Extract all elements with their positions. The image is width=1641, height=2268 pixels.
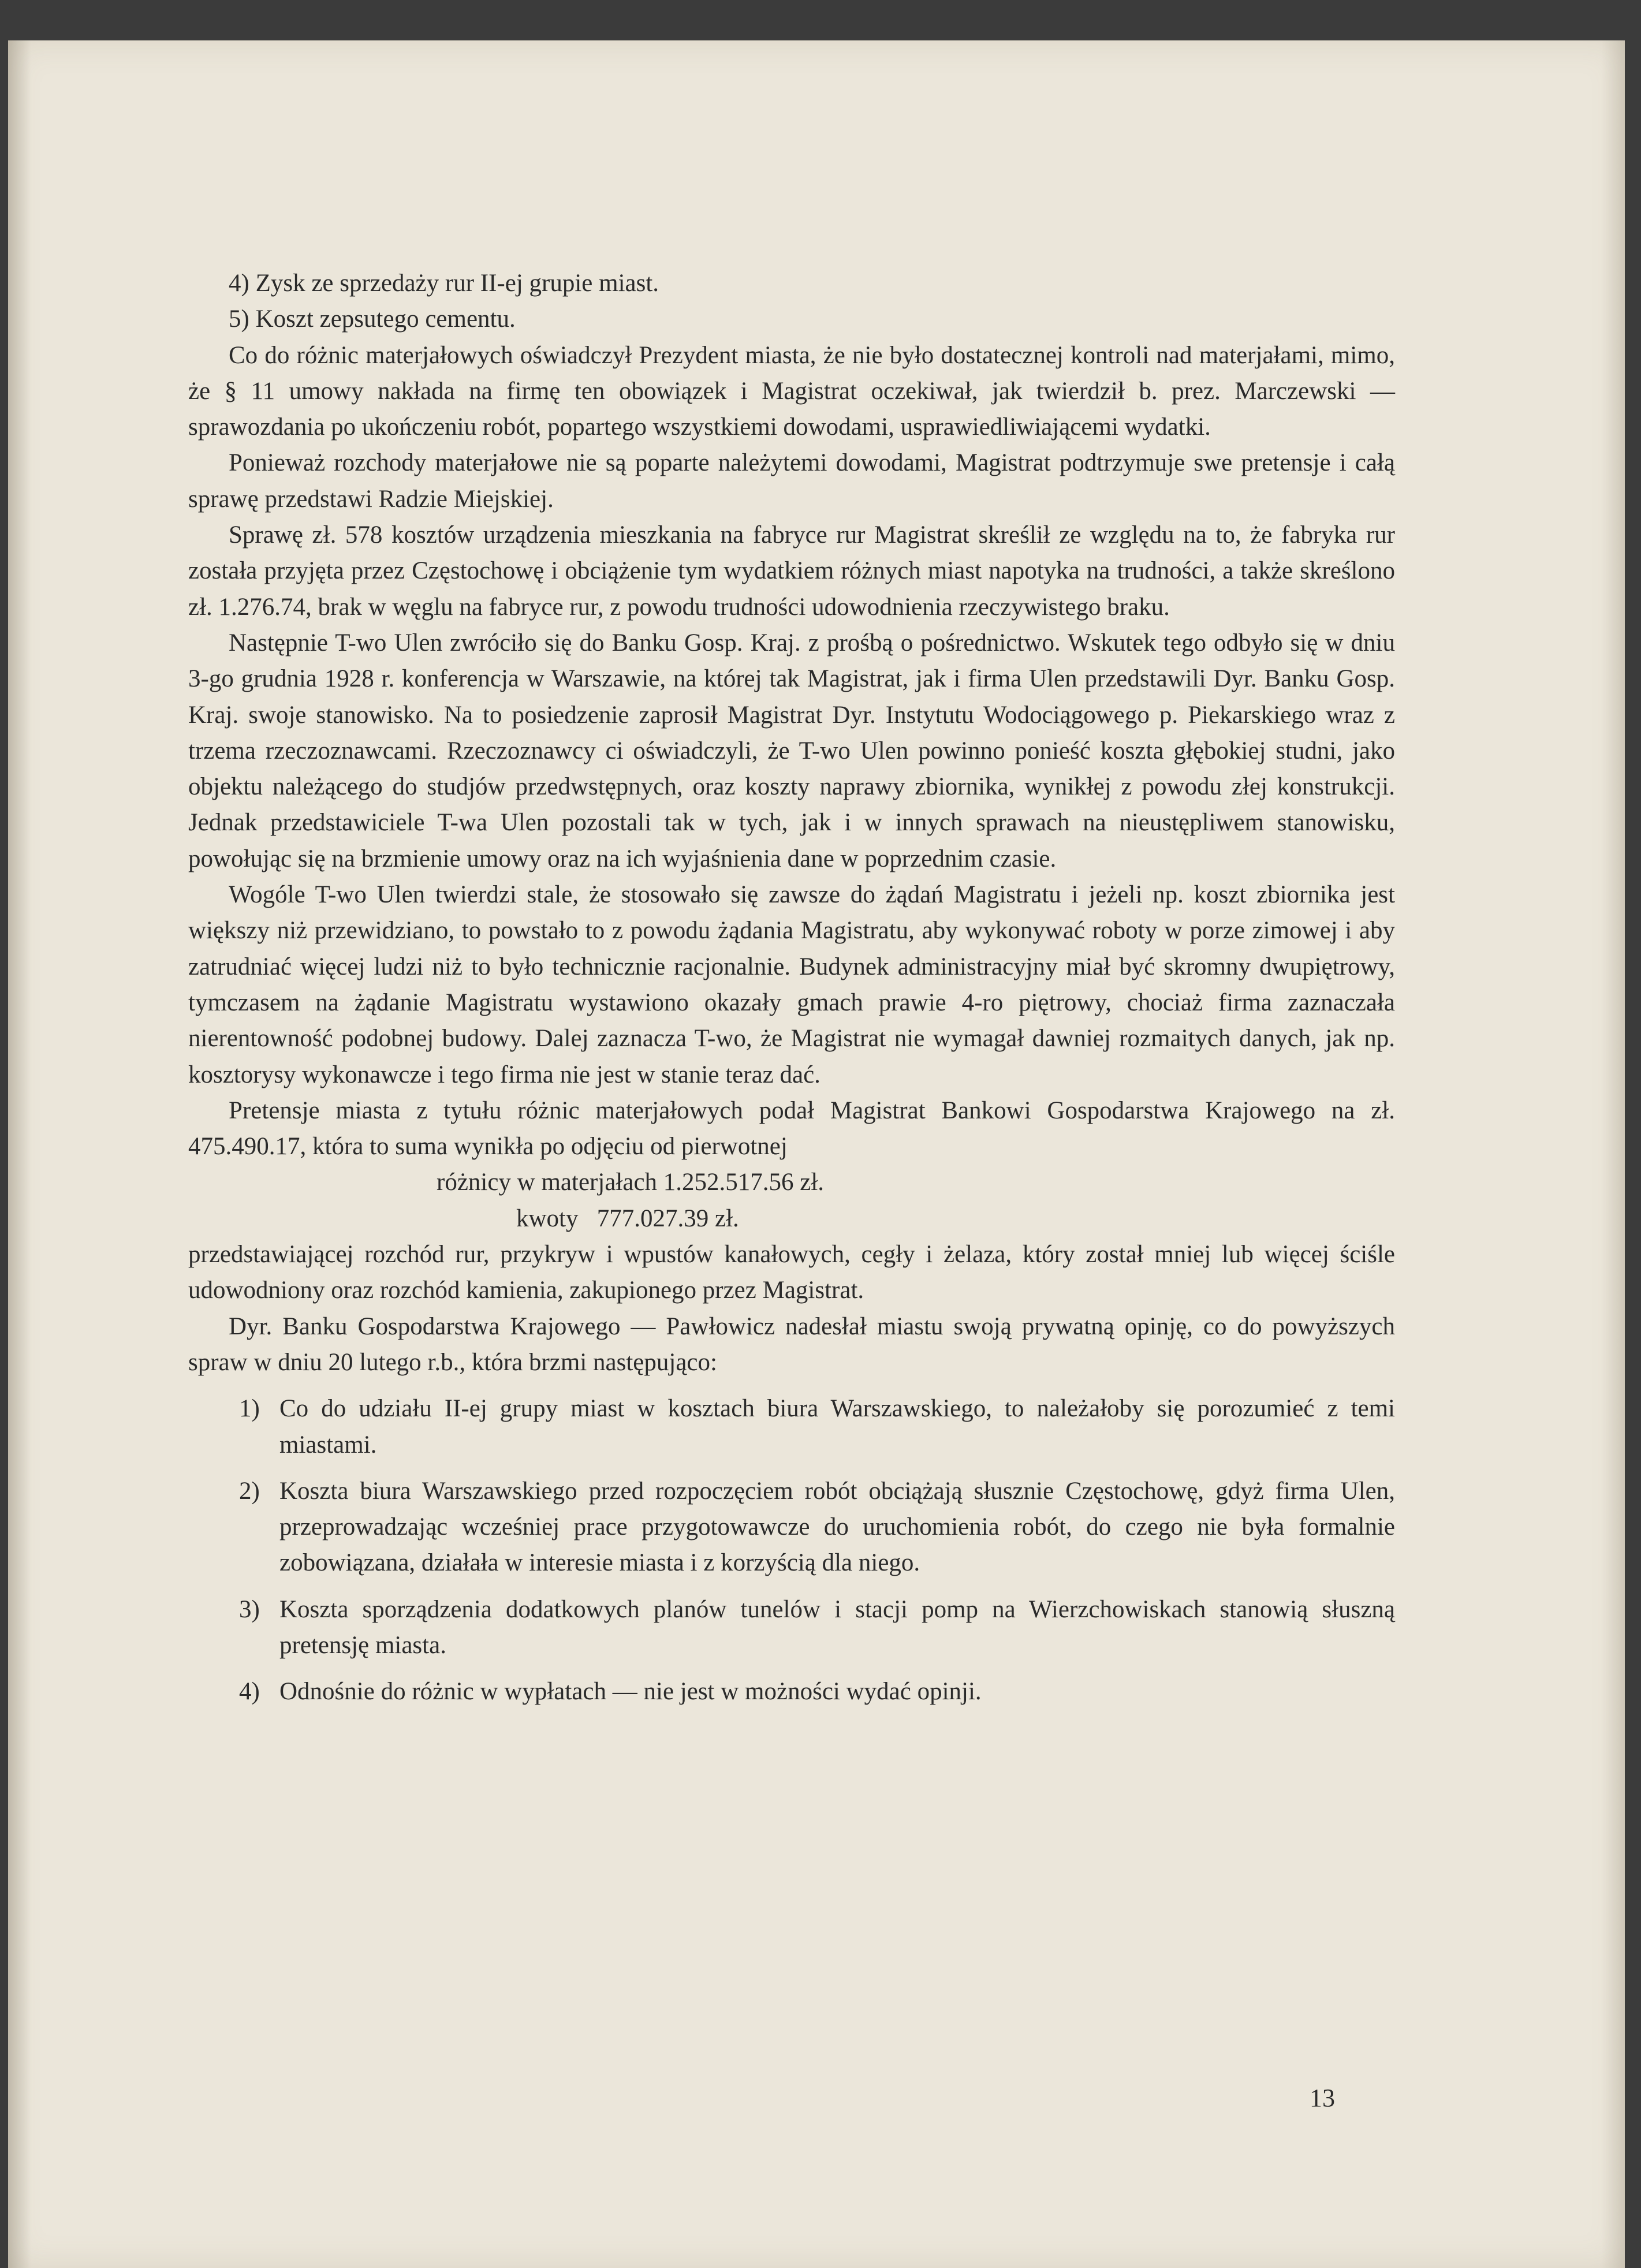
item-number: 2)	[239, 1477, 260, 1505]
list-item: 5) Koszt zepsutego cementu.	[229, 305, 516, 333]
list-item: 4) Zysk ze sprzedaży rur II-ej grupie miast.	[229, 270, 659, 297]
numbered-item	[239, 1391, 1395, 1463]
item-number: 3)	[239, 1595, 260, 1623]
numbered-item	[239, 1592, 1395, 1664]
paragraph: Co do różnic materjałowych oświadczył Prezydent miasta, że nie było dostatecznej kontroli nad materjałami, mimo, że § 11 umowy nakłada na firmę ten obowiązek i Magistrat oczekiwał, jak twierdził b. prez. Marczewski — sprawozdania po ukończeniu robót, popartego wszystkiemi dowodami, usprawiedliwiającemi wydatki.	[188, 341, 1395, 441]
item-text: Koszta sporządzenia dodatkowych planów tunelów i stacji pomp na Wierzchowiskach stanowią słuszną pretensję miasta.	[279, 1595, 1395, 1659]
page-text-body	[188, 266, 1395, 1710]
page-number: 13	[1310, 2084, 1335, 2112]
page-edge-shadow	[1602, 40, 1625, 2268]
item-number: 4)	[239, 1678, 260, 1706]
item-text: Co do udziału II-ej grupy miast w kosztach biura Warszawskiego, to należałoby się porozumieć z temi miastami.	[279, 1395, 1395, 1458]
paragraph: Dyr. Banku Gospodarstwa Krajowego — Pawłowicz nadesłał miastu swoją prywatną opinję, co do powyższych spraw w dniu 20 lutego r.b., która brzmi następująco:	[188, 1312, 1395, 1376]
paragraph: Ponieważ rozchody materjałowe nie są poparte należytemi dowodami, Magistrat podtrzymuje swe pretensje i całą sprawę przedstawi Radzie Miejskiej.	[188, 449, 1395, 513]
document-page	[8, 40, 1625, 2268]
numbered-item	[239, 1474, 1395, 1581]
paragraph: Następnie T-wo Ulen zwróciło się do Banku Gosp. Kraj. z prośbą o pośrednictwo. Wskutek tego odbyło się w dniu 3-go grudnia 1928 r. konferencja w Warszawie, na której tak Magistrat, jak i firma Ulen przedstawili Dyr. Banku Gosp. Kraj. swoje stanowisko. Na to posiedzenie zaprosił Magistrat Dyr. Instytutu Wodociągowego p. Piekarskiego wraz z trzema rzeczoznawcami. Rzeczoznawcy ci oświadczyli, że T-wo Ulen powinno ponieść koszta głębokiej studni, jako objektu należącego do studjów przedwstępnych, oraz koszty naprawy zbiornika, wynikłej z powodu złej konstrukcji. Jednak przedstawiciele T-wa Ulen pozostali tak w tych, jak i w innych sprawach na nieustępliwem stanowisku, powołując się na brzmienie umowy oraz na ich wyjaśnienia dane w poprzednim czasie.	[188, 629, 1395, 872]
item-text: Koszta biura Warszawskiego przed rozpoczęciem robót obciążają słusznie Częstochowę, gdyż firma Ulen, przeprowadzając wcześniej prace przygotowawcze do uruchomienia robót, do czego nie była formalnie zobowiązana, działała w interesie miasta i z korzyścią dla niego.	[279, 1477, 1395, 1577]
amount-line: kwoty 777.027.39 zł.	[516, 1204, 739, 1232]
item-number: 1)	[239, 1395, 260, 1423]
item-text: Odnośnie do różnic w wypłatach — nie jest w możności wydać opinji.	[279, 1678, 982, 1706]
page-crease-shadow	[8, 40, 31, 2268]
paragraph: przedstawiającej rozchód rur, przykryw i wpustów kanałowych, cegły i żelaza, który został mniej lub więcej ściśle udowodniony oraz rozchód kamienia, zakupionego przez Magistrat.	[188, 1241, 1395, 1304]
paragraph: Wogóle T-wo Ulen twierdzi stale, że stosowało się zawsze do żądań Magistratu i jeżeli np. koszt zbiornika jest większy niż przewidziano, to powstało to z powodu żądania Magistratu, aby wykonywać roboty w porze zimowej i aby zatrudniać więcej ludzi niż to było technicznie racjonalnie. Budynek administracyjny miał być skromny dwupiętrowy, tymczasem na żądanie Magistratu wystawiono okazały gmach prawie 4-ro piętrowy, chociaż firma zaznaczała nierentowność podobnej budowy. Dalej zaznacza T-wo, że Magistrat nie wymagał dawniej rozmaitych danych, jak np. kosztorysy wykonawcze i tego firma nie jest w stanie teraz dać.	[188, 881, 1395, 1088]
paragraph: Pretensje miasta z tytułu różnic materjałowych podał Magistrat Bankowi Gospodarstwa Krajowego na zł. 475.490.17, która to suma wynikła po odjęciu od pierwotnej	[188, 1096, 1395, 1161]
numbered-item	[239, 1674, 1395, 1710]
amount-line: różnicy w materjałach 1.252.517.56 zł.	[437, 1169, 825, 1196]
paragraph: Sprawę zł. 578 kosztów urządzenia mieszkania na fabryce rur Magistrat skreślił ze względu na to, że fabryka rur została przyjęta przez Częstochowę i obciążenie tym wydatkiem różnych miast napotyka na trudności, a także skreślono zł. 1.276.74, brak w węglu na fabryce rur, z powodu trudności udowodnienia rzeczywistego braku.	[188, 521, 1395, 621]
